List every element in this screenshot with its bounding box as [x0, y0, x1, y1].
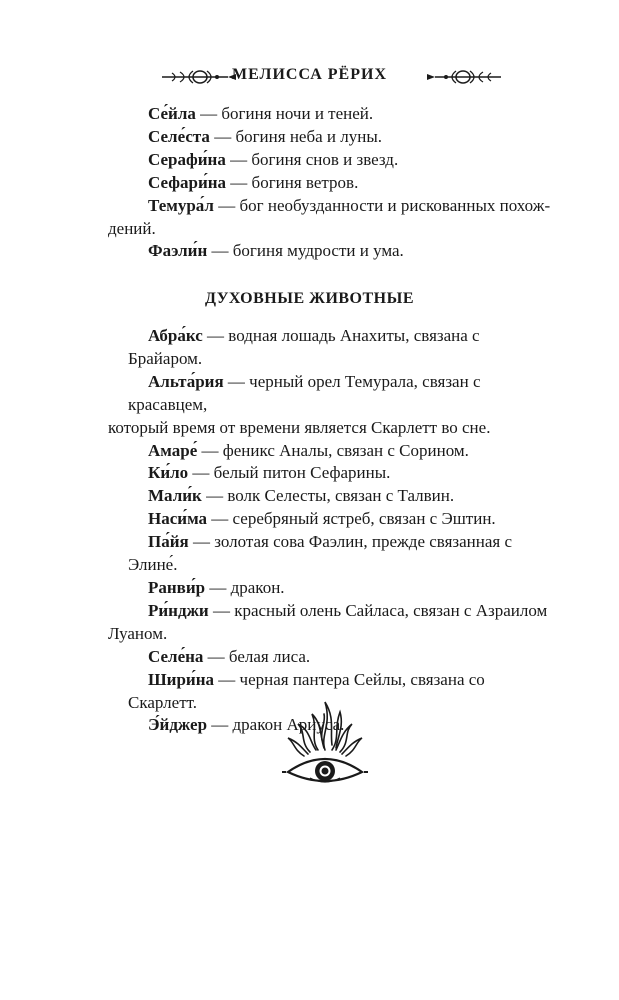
god-entry [128, 149, 555, 172]
entry-desc: — золотая сова Фаэлин, прежде связанная с Элине́. [128, 532, 513, 575]
animal-entry [128, 462, 555, 485]
animal-entry [128, 485, 555, 508]
entry-name: Фаэли́н [148, 241, 208, 261]
entry-name: Па́йя [148, 532, 189, 552]
running-header [0, 62, 619, 92]
entry-name: Э́йджер [148, 715, 208, 735]
flaming-eye-icon [280, 690, 370, 790]
entry-name: Ранви́р [148, 577, 206, 597]
entry-desc: — богиня ветров. [226, 172, 359, 192]
entry-name: Альта́рия [148, 371, 224, 391]
entry-desc: — богиня ночи и теней. [195, 104, 374, 123]
entry-name: Амаре́ [148, 440, 198, 460]
section-heading: ДУХОВНЫЕ ЖИВОТНЫЕ [204, 290, 414, 307]
entry-name: Ки́ло [148, 463, 189, 483]
entry-desc: — водная лошадь Анахиты, связана с Брайаром. [128, 326, 480, 368]
entry-desc: — белая лиса. [203, 646, 311, 666]
animal-entry [128, 508, 555, 531]
entry-desc-cont: который время от времени является Скарлетт во сне. [108, 417, 491, 437]
entry-name: Ри́нджи [148, 600, 209, 620]
entry-desc: — феникс Аналы, связан с Сорином. [197, 440, 469, 460]
animal-entry [128, 646, 555, 669]
entry-name: Серафи́на [148, 149, 226, 169]
entry-name: Абра́кс [148, 326, 203, 345]
animal-entry [128, 325, 555, 371]
entry-desc-cont: дений. [108, 218, 156, 238]
entry-desc: — богиня неба и луны. [209, 126, 383, 146]
running-header-title: МЕЛИССА РЁРИХ [231, 66, 387, 83]
god-entry [128, 172, 555, 195]
entry-desc: — дракон. [205, 577, 285, 597]
god-entry [108, 195, 555, 241]
animal-entry [108, 600, 555, 646]
animal-entry [128, 440, 555, 463]
animal-entry [128, 577, 555, 600]
entry-desc: — черная пантера Сейлы, связана со Скарлетт. [128, 669, 485, 712]
entry-name: Шири́на [148, 669, 215, 689]
god-entry [128, 103, 555, 126]
entry-desc: — белый питон Сефарины. [188, 463, 391, 483]
god-entry [128, 126, 555, 149]
entry-desc: — черный орел Темурала, связан с красавцем, [128, 371, 481, 414]
entry-name: Се́йла [148, 104, 196, 123]
entry-name: Сефари́на [148, 172, 227, 192]
entry-desc: — волк Селесты, связан с Талвин. [201, 486, 455, 506]
entry-name: Темура́л [148, 195, 214, 215]
animal-entry [128, 531, 555, 577]
entry-desc: — серебряный ястреб, связан с Эштин. [207, 509, 496, 529]
entry-name: Селе́на [148, 646, 204, 666]
entry-desc: — богиня мудрости и ума. [207, 241, 404, 261]
ornament-right-icon [425, 68, 503, 86]
entry-desc: — бог необузданности и рискованных похож- [213, 195, 551, 215]
entry-desc: — богиня снов и звезд. [225, 149, 399, 169]
animal-entry [108, 371, 555, 440]
god-entry [128, 240, 555, 263]
entry-desc: — красный олень Сайласа, связан с Азраилом [208, 600, 548, 620]
entry-name: Мали́к [148, 486, 202, 506]
spirit-animals-list [108, 325, 555, 737]
gods-list [108, 103, 555, 263]
entry-desc: — дракон Ариуса. [207, 715, 345, 735]
entry-desc-cont: Луаном. [108, 623, 168, 643]
entry-name: Наси́ма [148, 509, 208, 529]
entry-name: Селе́ста [148, 126, 210, 146]
